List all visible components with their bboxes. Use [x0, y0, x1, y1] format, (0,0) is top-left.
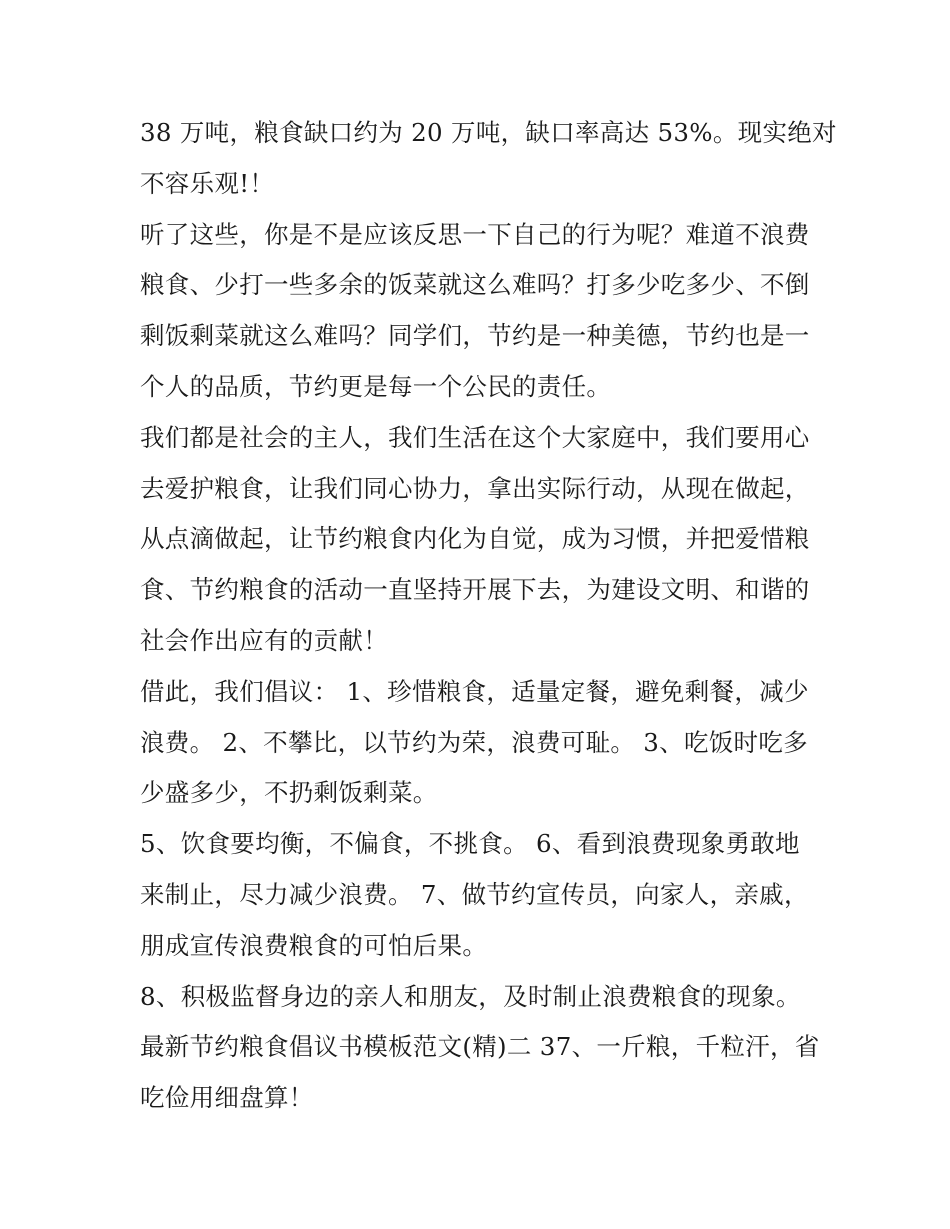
text-line: 浪费。 2、不攀比，以节约为荣，浪费可耻。 3、吃饭时吃多 — [140, 727, 808, 757]
paragraph — [140, 210, 820, 413]
text-line: 我们都是社会的主人，我们生活在这个大家庭中，我们要用心 — [140, 422, 810, 452]
text-line: 不容乐观!！ — [140, 168, 275, 198]
paragraph — [140, 667, 820, 819]
text-line: 剩饭剩菜就这么难吗？同学们，节约是一种美德，节约也是一 — [140, 321, 810, 351]
paragraph — [140, 108, 837, 210]
text-line: 少盛多少，不扔剩饭剩菜。 — [140, 778, 438, 808]
text-line: 去爱护粮食，让我们同心协力，拿出实际行动，从现在做起， — [140, 473, 810, 503]
text-line: 8、积极监督身边的亲人和朋友，及时制止浪费粮食的现象。 — [140, 981, 801, 1011]
text-line: 最新节约粮食倡议书模板范文(精)二 37、一斤粮，千粒汗，省 — [140, 1032, 820, 1062]
text-line: 38 万吨，粮食缺口约为 20 万吨，缺口率高达 53%。现实绝对 — [140, 118, 837, 147]
text-line: 粮食、少打一些多余的饭菜就这么难吗？打多少吃多少、不倒 — [140, 270, 810, 300]
text-line: 个人的品质，节约更是每一个公民的责任。 — [140, 371, 612, 401]
text-line: 借此，我们倡议： 1、珍惜粮食，适量定餐，避免剩餐，减少 — [140, 676, 809, 706]
text-line: 5、饮食要均衡，不偏食，不挑食。 6、看到浪费现象勇敢地 — [140, 829, 800, 859]
document-body — [140, 108, 837, 1124]
text-line: 来制止，尽力减少浪费。 7、做节约宣传员，向家人，亲戚， — [140, 879, 809, 909]
paragraph — [140, 972, 820, 1023]
text-line: 社会作出应有的贡献！ — [140, 625, 388, 655]
text-line: 吃俭用细盘算！ — [140, 1083, 314, 1113]
text-line: 听了这些，你是不是应该反思一下自己的行为呢？难道不浪费 — [140, 219, 810, 249]
paragraph — [140, 819, 820, 971]
paragraph — [140, 1022, 820, 1124]
text-line: 食、节约粮食的活动一直坚持开展下去，为建设文明、和谐的 — [140, 575, 810, 605]
text-line: 从点滴做起，让节约粮食内化为自觉，成为习惯，并把爱惜粮 — [140, 524, 810, 554]
text-line: 朋成宣传浪费粮食的可怕后果。 — [140, 930, 488, 960]
paragraph — [140, 413, 820, 667]
